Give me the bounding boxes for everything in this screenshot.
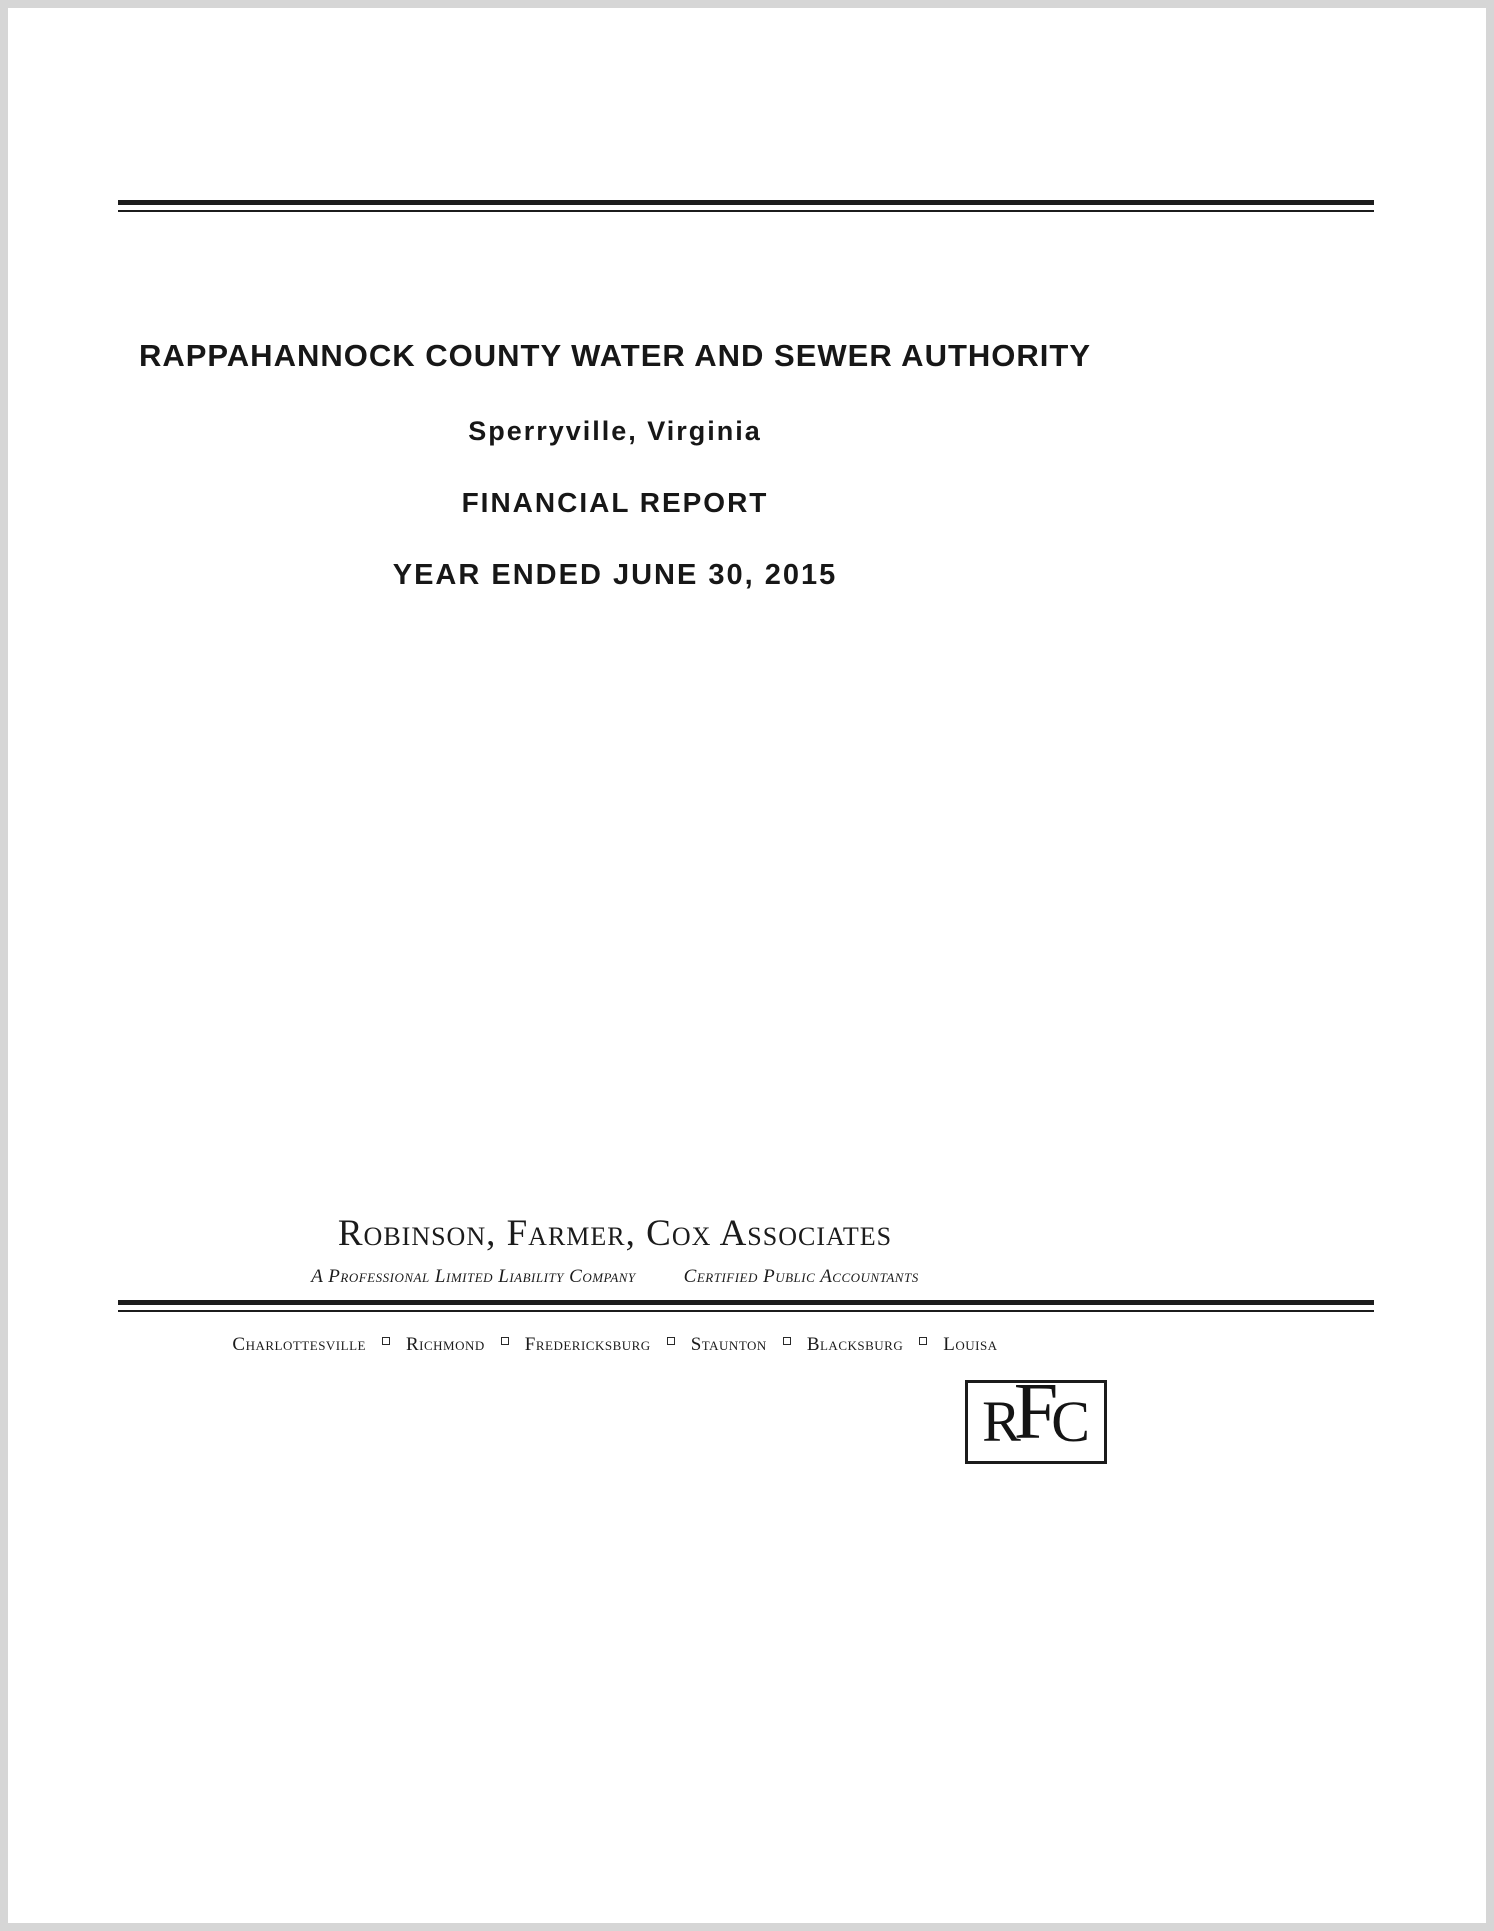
firm-descriptor-left: A Professional Limited Liability Company — [311, 1266, 636, 1287]
square-separator-icon — [501, 1337, 509, 1345]
rfc-logo — [965, 1368, 1107, 1464]
logo-letter-f: F — [1013, 1368, 1059, 1456]
square-separator-icon — [783, 1337, 791, 1345]
offices-line — [8, 1334, 1222, 1356]
firm-descriptor — [8, 1266, 1222, 1288]
report-location: Sperryville, Virginia — [468, 416, 762, 446]
logo-letter-c: C — [1051, 1389, 1090, 1454]
firm-descriptor-right: Certified Public Accountants — [683, 1266, 919, 1287]
report-cover-page — [8, 8, 1486, 1923]
top-double-rule — [118, 200, 1374, 212]
logo-letter-r: R — [982, 1389, 1021, 1454]
firm-name: Robinson, Farmer, Cox Associates — [337, 1213, 893, 1254]
bottom-double-rule — [118, 1300, 1374, 1312]
office-city: Blacksburg — [806, 1334, 904, 1355]
report-type: FINANCIAL REPORT — [461, 487, 769, 518]
square-separator-icon — [667, 1337, 675, 1345]
office-city: Charlottesville — [232, 1334, 366, 1355]
office-city: Louisa — [943, 1334, 998, 1355]
square-separator-icon — [382, 1337, 390, 1345]
report-period: YEAR ENDED JUNE 30, 2015 — [392, 559, 838, 591]
office-city: Staunton — [690, 1334, 767, 1355]
square-separator-icon — [919, 1337, 927, 1345]
report-authority-title: RAPPAHANNOCK COUNTY WATER AND SEWER AUTHORITY — [138, 338, 1092, 373]
office-city: Richmond — [405, 1334, 485, 1355]
office-city: Fredericksburg — [524, 1334, 651, 1355]
